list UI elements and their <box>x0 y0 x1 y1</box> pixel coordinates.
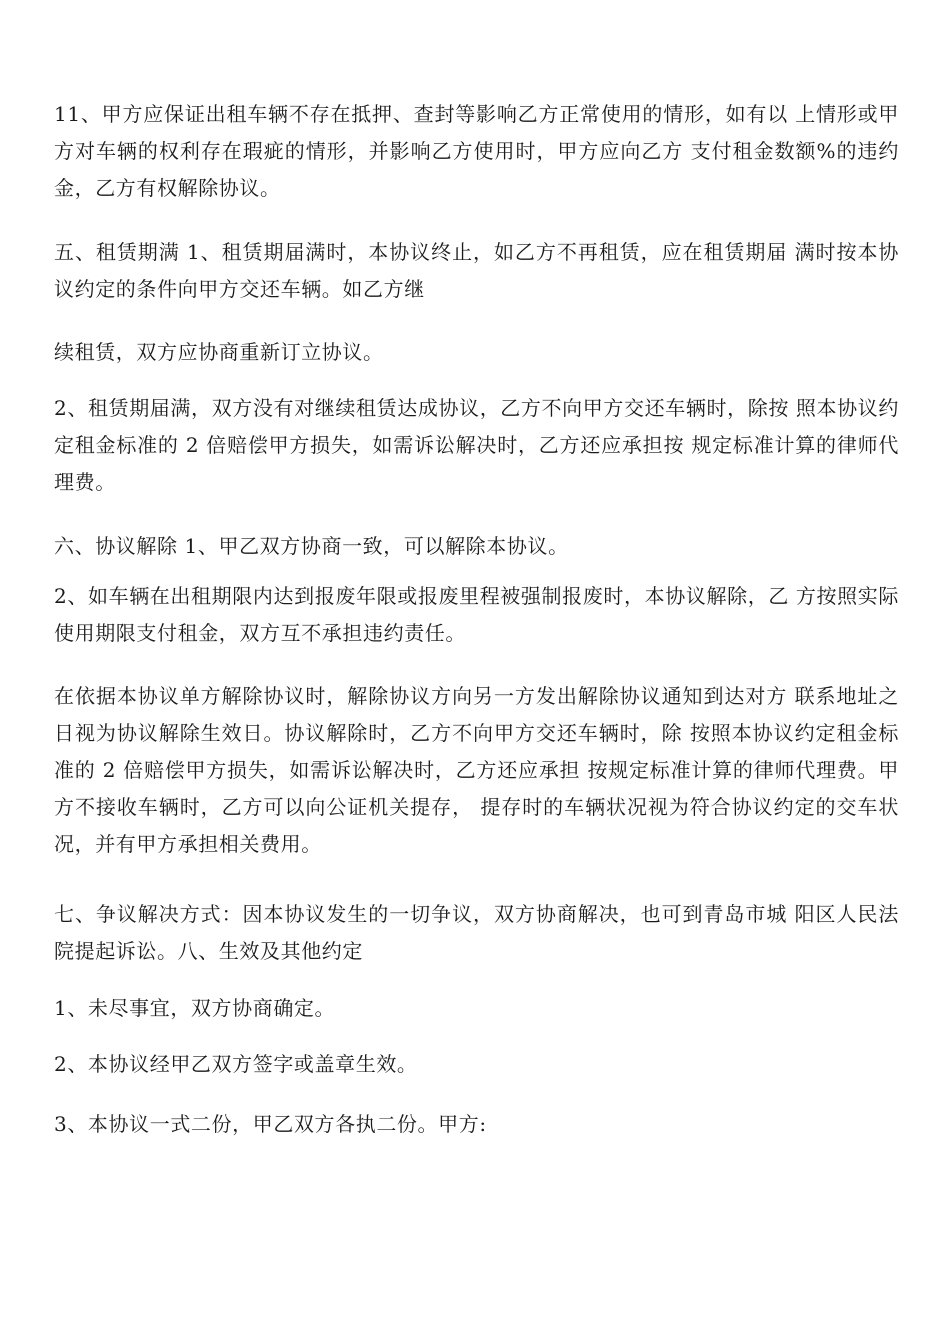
effect-clause-2-paragraph: 2、本协议经甲乙双方签字或盖章生效。 <box>54 1052 418 1076</box>
section-7-paragraph: 七、争议解决方式：因本协议发生的一切争议，双方协商解决，也可到青岛市城 阳区人民法院提起诉讼。八、生效及其他约定 <box>54 902 899 963</box>
continue-lease-paragraph: 续租赁，双方应协商重新订立协议。 <box>54 340 384 364</box>
effect-clause-1-paragraph: 1、未尽事宜，双方协商确定。 <box>54 996 336 1020</box>
termination-clause-2-paragraph: 2、如车辆在出租期限内达到报废年限或报废里程被强制报废时，本协议解除，乙 方按照实际使用期限支付租金，双方互不承担违约责任。 <box>54 584 899 645</box>
lease-expiry-clause-2-paragraph: 2、租赁期届满，双方没有对继续租赁达成协议，乙方不向甲方交还车辆时，除按 照本协议约定租金标准的 2 倍赔偿甲方损失，如需诉讼解决时，乙方还应承担按 规定标准计算的律师代理费。 <box>54 396 899 494</box>
section-5-paragraph: 五、租赁期满 1、租赁期届满时，本协议终止，如乙方不再租赁，应在租赁期届 满时按本协议约定的条件向甲方交还车辆。如乙方继 <box>54 240 899 301</box>
unilateral-termination-paragraph: 在依据本协议单方解除协议时，解除协议方向另一方发出解除协议通知到达对方 联系地址之日视为协议解除生效日。协议解除时，乙方不向甲方交还车辆时，除 按照本协议约定租金标准的 2 倍赔偿甲方损失，如需诉讼解决时，乙方还应承担 按规定标准计算的律师代理费。甲方不接收车辆时，乙方可以向公证机关提存， 提存时的车辆状况视为符合协议约定的交车状况，并有甲方承担相关费用。 <box>54 684 899 856</box>
effect-clause-3-paragraph: 3、本协议一式二份，甲乙双方各执二份。甲方: <box>54 1112 487 1136</box>
clause-11-paragraph: 11、甲方应保证出租车辆不存在抵押、查封等影响乙方正常使用的情形，如有以 上情形或甲方对车辆的权利存在瑕疵的情形，并影响乙方使用时，甲方应向乙方 支付租金数额%的违约金，乙方有权解除协议。 <box>54 102 899 200</box>
section-6-paragraph: 六、协议解除 1、甲乙双方协商一致，可以解除本协议。 <box>54 534 569 558</box>
